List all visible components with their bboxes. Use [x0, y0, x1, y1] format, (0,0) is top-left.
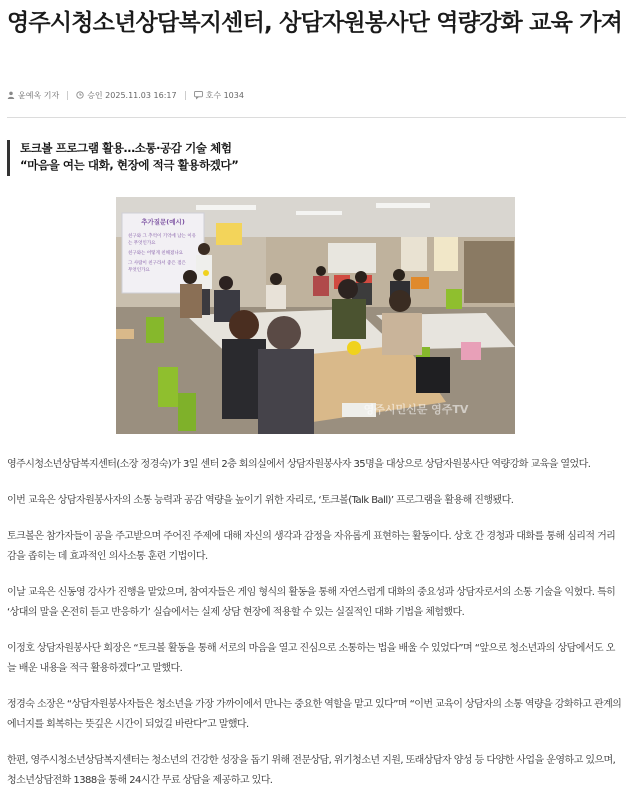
meta-divider [67, 91, 68, 100]
subtitle-line: 토크볼 프로그램 활용…소통·공감 기술 체험 [20, 141, 232, 155]
body-paragraph: 한편, 영주시청소년상담복지센터는 청소년의 건강한 성장을 돕기 위해 전문상담, 위기청소년 지원, 또래상담자 양성 등 다양한 사업을 운영하고 있으며, 청소년상담전화 1388을 통해 24시간 무료 상담을 제공하고 있다. [7, 755, 616, 786]
slide-line: 친구와는 어떻게 친해졌나요 [128, 251, 184, 256]
author-name[interactable]: 윤예옥 기자 [18, 90, 60, 100]
body-paragraph: 토크볼은 참가자들이 공을 주고받으며 주어진 주제에 대해 자신의 생각과 감정을 자유롭게 표현하는 활동이다. 상호 간 경청과 대화를 통해 심리적 거리감을 좁히는 데 효과적인 의사소통 훈련 기법이다. [7, 531, 616, 562]
slide-line: 그 사람이 친구라서 좋은 점은 [128, 261, 186, 266]
meta-divider [185, 91, 186, 100]
slide-line: 는 무엇인가요 [128, 241, 156, 246]
approved-item [76, 90, 176, 101]
body-paragraph: 이날 교육은 신동영 강사가 진행을 맡았으며, 참여자들은 게임 형식의 활동을 통해 자연스럽게 대화의 중요성과 상담자로서의 소통 기술을 익혔다. 특히 ‘상대의 말을 온전히 듣고 반응하기’ 실습에서는 실제 상담 현장에 적용할 수 있는 실질적인 대화 기법을 체험했다. [7, 587, 616, 618]
clock-icon [76, 91, 84, 99]
article-subtitle [7, 140, 607, 176]
photo-scene [116, 197, 515, 434]
author-item [7, 90, 59, 101]
article-title: 영주시청소년상담복지센터, 상담자원봉사단 역량강화 교육 가져 [7, 10, 623, 36]
article-photo[interactable] [116, 197, 515, 434]
slide-line: 무엇인가요 [128, 268, 150, 273]
comment-icon [194, 91, 203, 99]
article-meta [7, 88, 244, 102]
slide-line: 친구와 그 추억이 기억에 남는 이유 [128, 234, 197, 239]
header-divider [7, 117, 626, 118]
article-body [7, 455, 623, 807]
body-paragraph: 영주시청소년상담복지센터(소장 정경숙)가 3일 센터 2층 회의실에서 상담자원봉사자 35명을 대상으로 상담자원봉사단 역량강화 교육을 열었다. [7, 459, 591, 470]
photo-watermark: 영주시민신문 영주TV [363, 403, 469, 416]
issue-number: 호수 1034 [205, 90, 244, 100]
body-paragraph: 이번 교육은 상담자원봉사자의 소통 능력과 공감 역량을 높이기 위한 자리로, ‘토크볼(Talk Ball)’ 프로그램을 활용해 진행됐다. [7, 495, 514, 506]
subtitle-line: “마음을 여는 대화, 현장에 적극 활용하겠다” [20, 158, 239, 172]
approved-datetime: 승인 2025.11.03 16:17 [87, 90, 177, 100]
issue-item [194, 90, 244, 101]
body-paragraph: 정경숙 소장은 “상담자원봉사자들은 청소년을 가장 가까이에서 만나는 중요한 역할을 맡고 있다”며 “이번 교육이 상담자의 소통 역량을 강화하고 관계의 에너지를 회복하는 뜻깊은 시간이 되었길 바란다”고 말했다. [7, 699, 622, 730]
body-paragraph: 이정호 상담자원봉사단 회장은 “토크볼 활동을 통해 서로의 마음을 열고 진심으로 소통하는 법을 배울 수 있었다”며 “앞으로 청소년과의 상담에서도 오늘 배운 내용을 적극 활용하겠다”고 말했다. [7, 643, 615, 674]
slide-title: 추가질문(예시) [141, 218, 185, 226]
user-icon [7, 91, 15, 99]
